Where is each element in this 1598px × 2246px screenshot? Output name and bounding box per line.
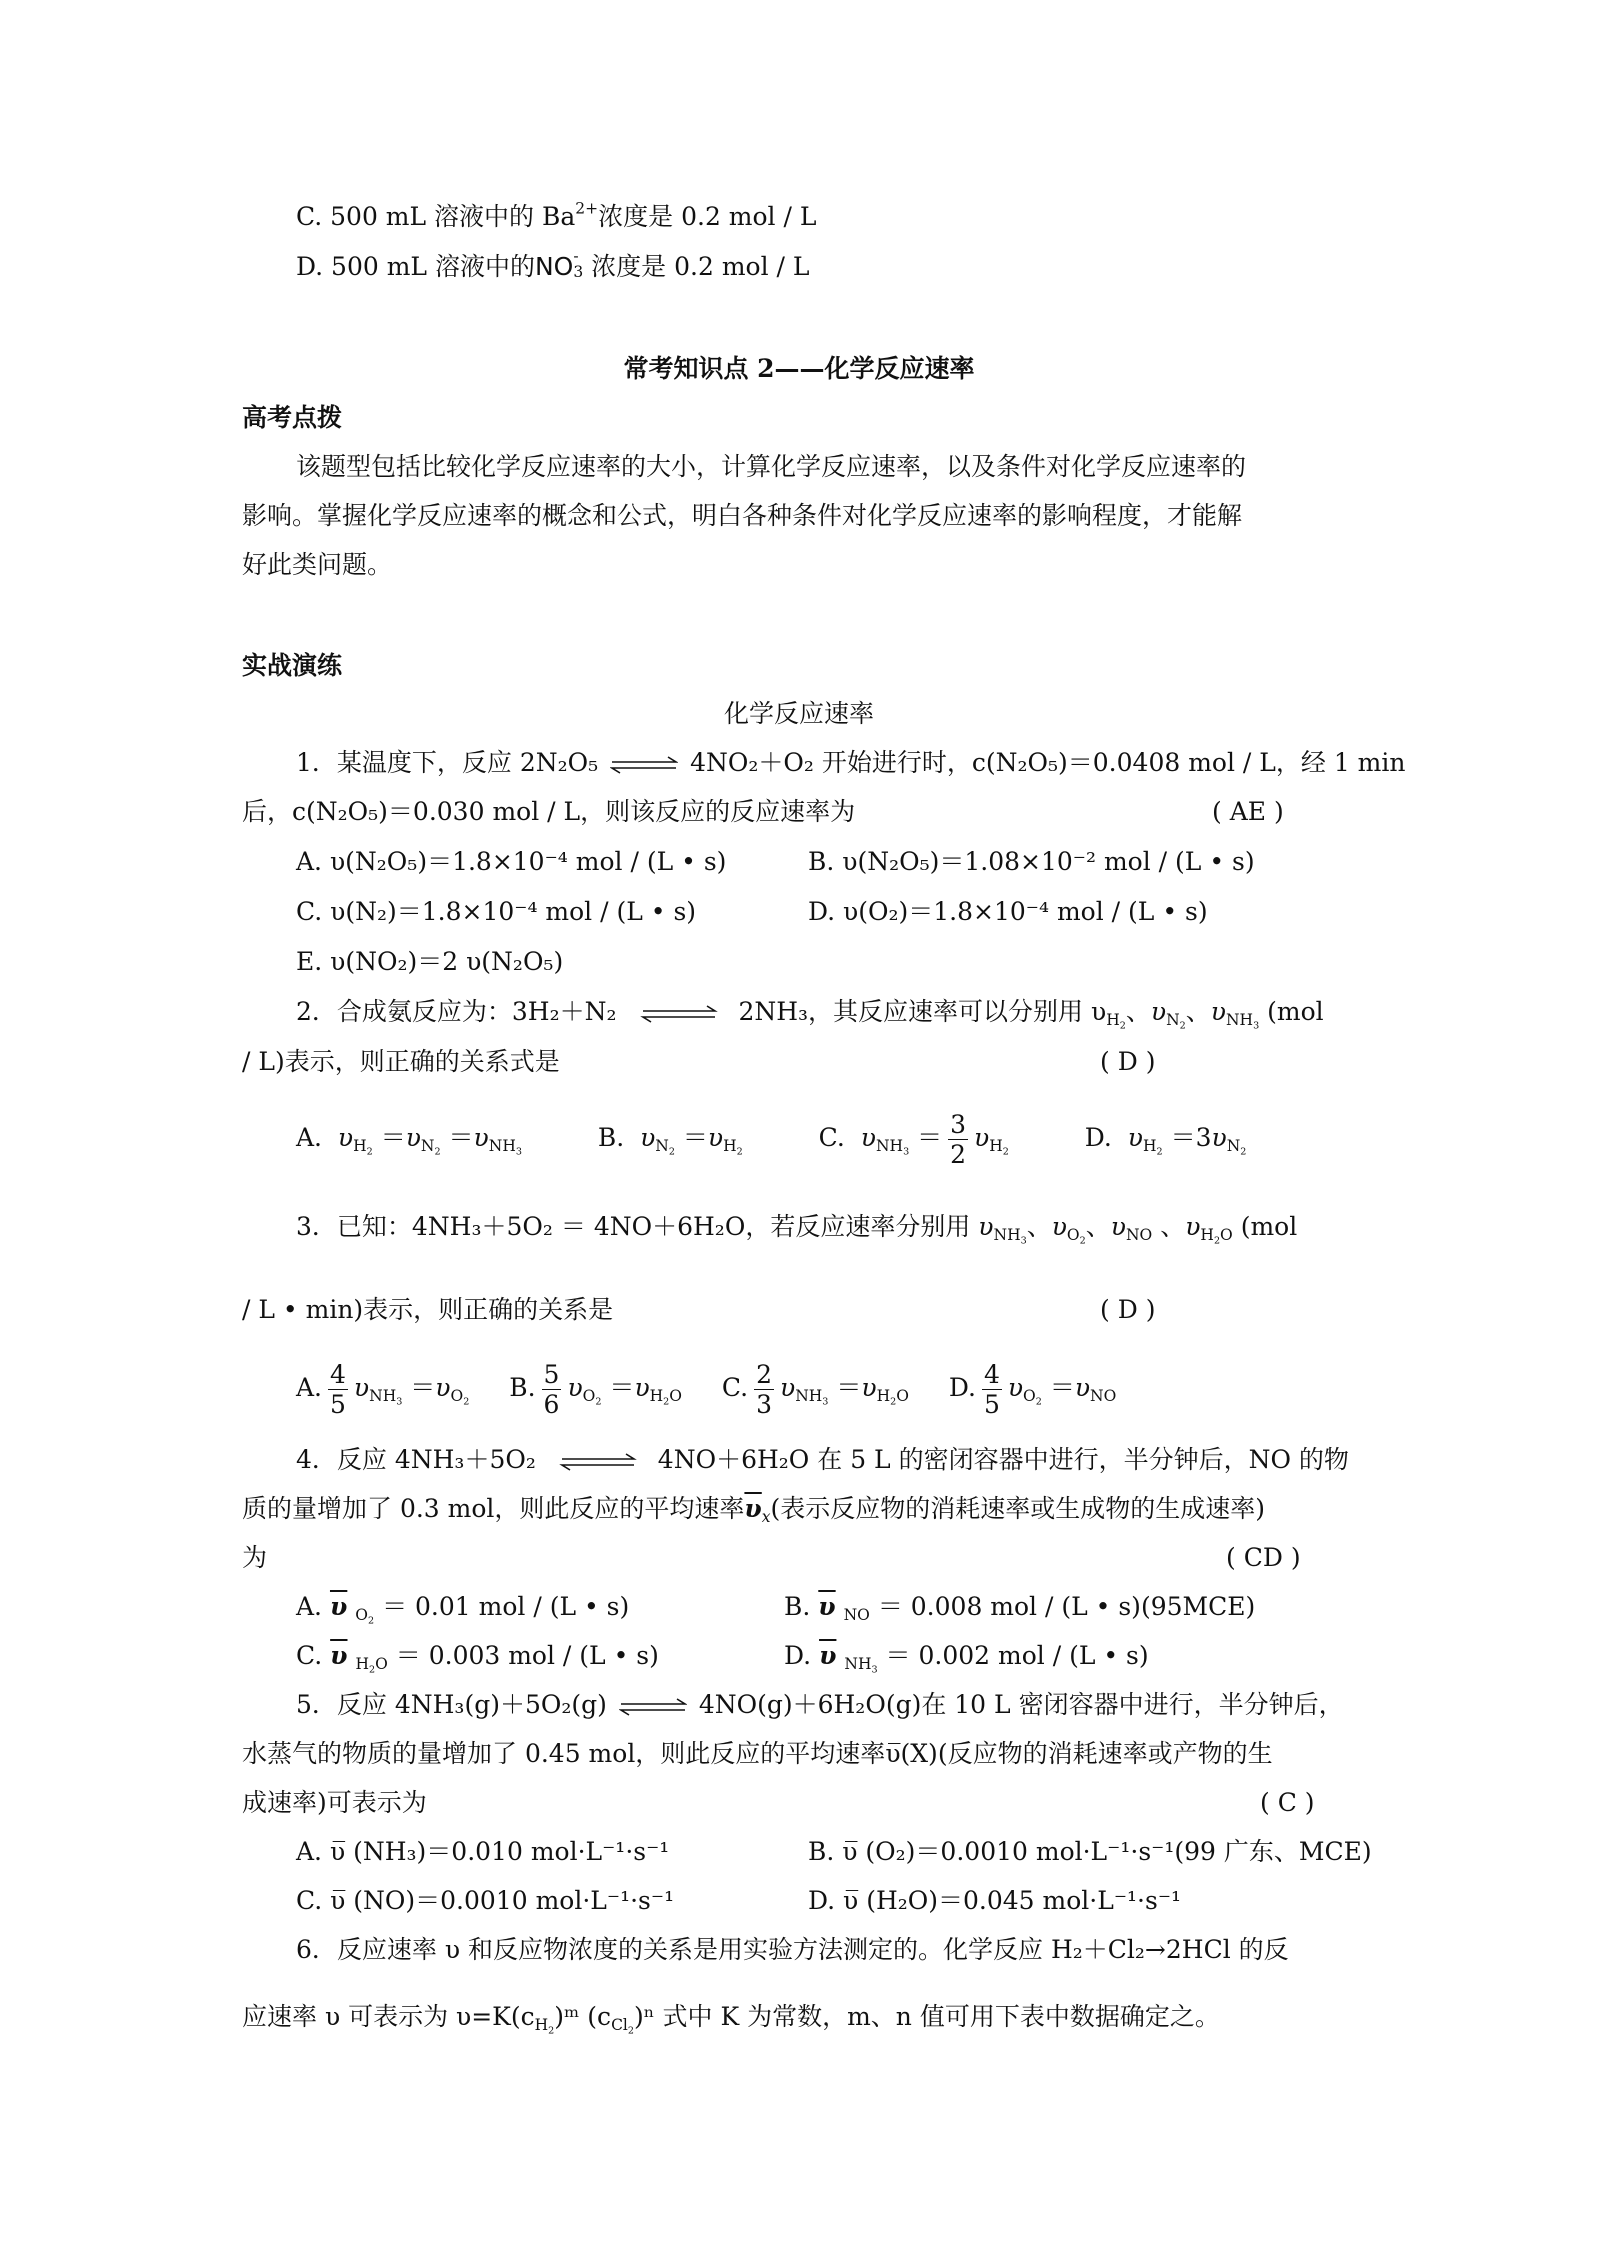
q4-answer: ( CD ) [1226, 1543, 1301, 1572]
tips-line-2: 影响。掌握化学反应速率的概念和公式，明白各种条件对化学反应速率的影响程度，才能解 [242, 501, 1243, 530]
q5-stem-line-3: 成速率)可表示为 [242, 1788, 427, 1817]
q2-stem-line-1: 2．合成氨反应为：3H₂＋N₂ 2NH₃，其反应速率可以分别用 $\upsilon_{H_2}$、$\upsilon_{N_2}$、$\upsilon_{NH_3}$ (mol [296, 997, 1324, 1032]
tips-line-1: 该题型包括比较化学反应速率的大小，计算化学反应速率，以及条件对化学反应速率的 [296, 452, 1247, 481]
q5-option-a: A. υ̅ (NH₃)＝0.010 mol·L⁻¹·s⁻¹ [296, 1837, 670, 1866]
q5-stem-line-2: 水蒸气的物质的量增加了 0.45 mol，则此反应的平均速率υ̅(X)(反应物的消耗速率或产物的生 [242, 1739, 1273, 1768]
equilibrium-arrow-icon [619, 1698, 687, 1716]
q4-stem-line-2: 质的量增加了 0.3 mol，则此反应的平均速率$\upsilon_x$(表示反应物的消耗速率或生成物的生成速率) [242, 1494, 1266, 1527]
q4-option-d: D. υ $_{NH_3}$ ＝ 0.002 mol / (L • s) [784, 1641, 1149, 1676]
q2-option-a: A. $\upsilon_{H_2} =\upsilon_{N_2} =\upsilon_{NH_3}$ [296, 1123, 522, 1158]
q6-line-1: 6．反应速率 υ 和反应物浓度的关系是用实验方法测定的。化学反应 H₂＋Cl₂→2HCl 的反 [296, 1935, 1289, 1964]
tips-heading: 高考点拨 [242, 403, 343, 432]
q3-answer: ( D ) [1100, 1295, 1156, 1324]
q1-answer: ( AE ) [1212, 797, 1284, 826]
q1-stem-line-2: 后，c(N₂O₅)＝0.030 mol / L，则该反应的反应速率为 [242, 797, 856, 826]
equilibrium-arrow-icon [548, 1453, 646, 1471]
q5-option-d: D. υ̅ (H₂O)＝0.045 mol·L⁻¹·s⁻¹ [808, 1886, 1182, 1915]
tips-line-3: 好此类问题。 [242, 550, 393, 579]
q5-stem-line-1: 5．反应 4NH₃(g)＋5O₂(g) 4NO(g)＋6H₂O(g)在 10 L 密闭容器中进行，半分钟后， [296, 1690, 1344, 1719]
q1-option-a: A. υ(N₂O₅)＝1.8×10⁻⁴ mol / (L • s) [296, 847, 727, 876]
q3-stem-line-1: 3．已知：4NH₃＋5O₂ ＝ 4NO＋6H₂O，若反应速率分别用 $\upsilon_{NH_3}$、$\upsilon_{O_2}$、$\upsilon_{NO}$ 、$\upsilon_{H_2O}$ (mol [296, 1212, 1298, 1247]
q4-option-b: B. υ $_{NO}$ ＝ 0.008 mol / (L • s)(95MCE) [784, 1592, 1256, 1625]
option-c-previous: C. 500 mL 溶液中的 $Ba^{2+}$浓度是 0.2 mol / L [296, 199, 817, 231]
q1-option-d: D. υ(O₂)＝1.8×10⁻⁴ mol / (L • s) [808, 897, 1208, 926]
practice-subtitle: 化学反应速率 [723, 699, 874, 728]
q4-stem-line-3: 为 [242, 1543, 268, 1572]
q3-option-c: C. $\frac{2}{3}$ $\upsilon_{NH_3} =\upsilon_{H_2O}$ [721, 1360, 909, 1419]
option-d-previous: D. 500 mL 溶液中的NO - 3 浓度是 0.2 mol / L [296, 247, 810, 281]
q1-option-c: C. υ(N₂)＝1.8×10⁻⁴ mol / (L • s) [296, 897, 697, 926]
q4-option-a: A. υ $_{O_2}$ ＝ 0.01 mol / (L • s) [296, 1592, 630, 1627]
q2-options [296, 1108, 1246, 1171]
q3-option-d: D. $\frac{4}{5}$ $\upsilon_{O_2} =\upsilon_{NO}$ [948, 1360, 1117, 1419]
q3-options [296, 1358, 1116, 1421]
practice-heading: 实战演练 [242, 651, 343, 680]
section-title: 常考知识点 2——化学反应速率 [623, 354, 975, 383]
q1-stem-line-1: 1．某温度下，反应 2N₂O₅ 4NO₂＋O₂ 开始进行时，c(N₂O₅)＝0.0408 mol / L，经 1 min [296, 748, 1406, 777]
q3-stem-line-2: / L • min)表示，则正确的关系是 [242, 1295, 614, 1324]
q3-option-b: B. $\frac{5}{6}$ $\upsilon_{O_2} =\upsilon_{H_2O}$ [509, 1360, 682, 1419]
q2-stem-line-2: / L)表示，则正确的关系式是 [242, 1047, 560, 1076]
q1-option-b: B. υ(N₂O₅)＝1.08×10⁻² mol / (L • s) [808, 847, 1255, 876]
q2-answer: ( D ) [1100, 1047, 1156, 1076]
q5-answer: ( C ) [1260, 1788, 1315, 1817]
q6-line-2: 应速率 υ 可表示为 $\upsilon=K(c_{H_2})ᵐ$ $(c_{Cl_2})^n$ 式中 K 为常数，m、n 值可用下表中数据确定之。 [242, 2002, 1220, 2037]
equilibrium-arrow-icon [610, 756, 678, 774]
q4-stem-line-1: 4．反应 4NH₃＋5O₂ 4NO＋6H₂O 在 5 L 的密闭容器中进行，半分钟后，NO 的物 [296, 1445, 1349, 1474]
q2-option-c: C. $\upsilon_{NH_3}$ ＝ $\frac{3}{2}$ $\upsilon_{H_2}$ [818, 1110, 1009, 1169]
q2-option-b: B. $\upsilon_{N_2} =\upsilon_{H_2}$ [597, 1123, 743, 1158]
q2-option-d: D. $\upsilon_{H_2} =3\upsilon_{N_2}$ [1084, 1123, 1247, 1158]
q1-option-e: E. υ(NO₂)＝2 υ(N₂O₅) [296, 947, 564, 976]
q5-option-b: B. υ̅ (O₂)＝0.0010 mol·L⁻¹·s⁻¹(99 广东、MCE) [808, 1837, 1372, 1866]
q5-option-c: C. υ̅ (NO)＝0.0010 mol·L⁻¹·s⁻¹ [296, 1886, 675, 1915]
q4-option-c: C. υ $_{H_2O}$ ＝ 0.003 mol / (L • s) [296, 1641, 659, 1676]
equilibrium-arrow-icon [629, 1005, 727, 1023]
q3-option-a: A. $\frac{4}{5}$ $\upsilon_{NH_3} =\upsilon_{O_2}$ [296, 1360, 470, 1419]
